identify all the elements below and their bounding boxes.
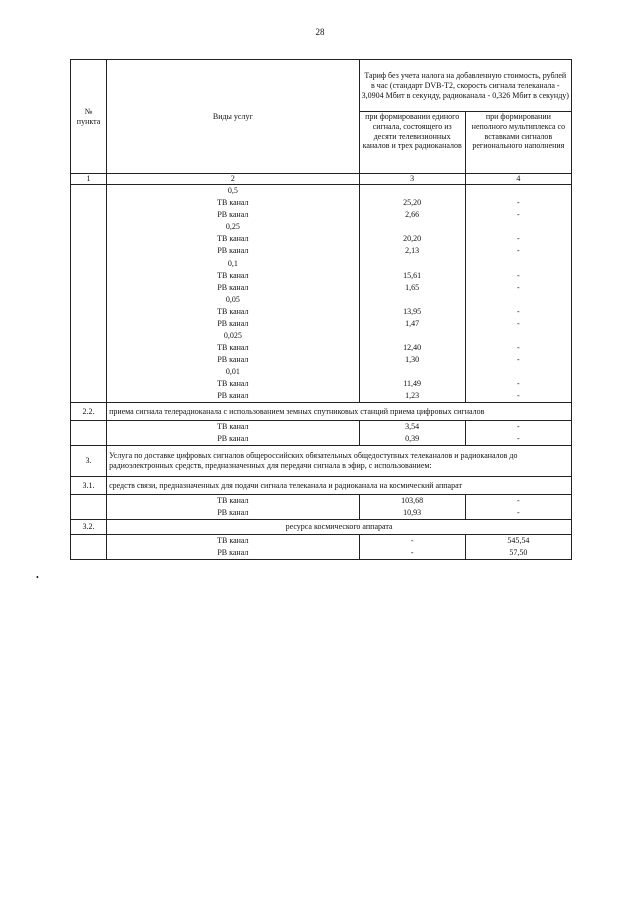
header-col3-single-signal: при формировании единого сигнала, состоящего из десяти телевизионных каналов и трех радиоканалов: [359, 112, 465, 174]
service-label-cell: 0,1: [107, 257, 360, 269]
value-col4-cell: -: [465, 209, 571, 221]
tariff-table: [70, 59, 572, 560]
table-row: [71, 221, 572, 233]
number-cell-empty: [71, 245, 107, 257]
table-row: [71, 257, 572, 269]
section-title: средств связи, предназначенных для подачи сигнала телеканала и радиоканала на космический аппарат: [107, 476, 572, 494]
service-label-cell: РВ канал: [107, 354, 360, 366]
value-col4-cell: -: [465, 281, 571, 293]
value-col4-cell: 57,50: [465, 547, 571, 560]
table-row: [71, 293, 572, 305]
table-row: [71, 378, 572, 390]
header-service-types: Виды услуг: [107, 60, 360, 174]
value-col4-cell: -: [465, 420, 571, 433]
number-cell-empty: [71, 318, 107, 330]
table-row: [71, 197, 572, 209]
service-label-cell: РВ канал: [107, 547, 360, 560]
table-row: [71, 305, 572, 317]
value-col3-cell: 25,20: [359, 197, 465, 209]
value-col3-cell: 15,61: [359, 269, 465, 281]
value-col4-cell: -: [465, 354, 571, 366]
value-col4-cell: -: [465, 245, 571, 257]
value-col3-cell: 1,30: [359, 354, 465, 366]
section-title: приема сигнала телерадиоканала с использованием земных спутниковых станций приема цифровых сигналов: [107, 402, 572, 420]
number-cell-empty: [71, 233, 107, 245]
value-col4-cell: -: [465, 433, 571, 446]
column-index-cell: 2: [107, 174, 360, 185]
value-col4-cell: [465, 185, 571, 198]
number-cell-empty: [71, 342, 107, 354]
table-row: [71, 342, 572, 354]
number-cell-empty: [71, 185, 107, 198]
service-label-cell: РВ канал: [107, 281, 360, 293]
header-item-number: № пункта: [71, 60, 107, 174]
value-col3-cell: 2,66: [359, 209, 465, 221]
number-cell-empty: [71, 269, 107, 281]
table-row: [71, 366, 572, 378]
table-row: [71, 494, 572, 507]
table-row: [71, 535, 572, 548]
section-row: [71, 445, 572, 476]
table-row: [71, 233, 572, 245]
service-label-cell: 0,25: [107, 221, 360, 233]
value-col3-cell: 10,93: [359, 507, 465, 520]
value-col3-cell: 103,68: [359, 494, 465, 507]
number-cell-empty: [71, 535, 107, 548]
service-label-cell: ТВ канал: [107, 197, 360, 209]
table-row: [71, 269, 572, 281]
value-col3-cell: 3,54: [359, 420, 465, 433]
value-col3-cell: 11,49: [359, 378, 465, 390]
service-label-cell: 0,5: [107, 185, 360, 198]
service-label-cell: ТВ канал: [107, 420, 360, 433]
header-col4-partial-multiplex: при формировании неполного мультиплекса со вставками сигналов регионального наполнения: [465, 112, 571, 174]
value-col4-cell: [465, 366, 571, 378]
value-col3-cell: -: [359, 535, 465, 548]
section-row: [71, 476, 572, 494]
number-cell-empty: [71, 494, 107, 507]
value-col3-cell: [359, 257, 465, 269]
number-cell-empty: [71, 420, 107, 433]
value-col4-cell: -: [465, 197, 571, 209]
column-index-cell: 4: [465, 174, 571, 185]
service-label-cell: ТВ канал: [107, 494, 360, 507]
service-label-cell: ТВ канал: [107, 305, 360, 317]
value-col3-cell: -: [359, 547, 465, 560]
value-col4-cell: -: [465, 390, 571, 403]
service-label-cell: ТВ канал: [107, 269, 360, 281]
number-cell-empty: [71, 366, 107, 378]
table-row: [71, 281, 572, 293]
service-label-cell: ТВ канал: [107, 535, 360, 548]
column-index-row: [71, 174, 572, 185]
value-col3-cell: 2,13: [359, 245, 465, 257]
number-cell-empty: [71, 257, 107, 269]
section-number: 3.1.: [71, 476, 107, 494]
value-col3-cell: [359, 330, 465, 342]
number-cell-empty: [71, 354, 107, 366]
service-label-cell: ТВ канал: [107, 342, 360, 354]
service-label-cell: РВ канал: [107, 318, 360, 330]
service-label-cell: РВ канал: [107, 507, 360, 520]
service-label-cell: РВ канал: [107, 390, 360, 403]
value-col3-cell: [359, 366, 465, 378]
table-row: [71, 330, 572, 342]
value-col4-cell: [465, 221, 571, 233]
number-cell-empty: [71, 293, 107, 305]
table-row: [71, 354, 572, 366]
value-col4-cell: -: [465, 342, 571, 354]
table-row: [71, 245, 572, 257]
margin-dot: •: [36, 573, 39, 582]
service-label-cell: ТВ канал: [107, 233, 360, 245]
number-cell-empty: [71, 209, 107, 221]
value-col4-cell: -: [465, 378, 571, 390]
service-label-cell: РВ канал: [107, 245, 360, 257]
column-index-cell: 1: [71, 174, 107, 185]
page-number: 28: [315, 27, 325, 37]
number-cell-empty: [71, 330, 107, 342]
value-col4-cell: -: [465, 494, 571, 507]
service-label-cell: 0,01: [107, 366, 360, 378]
number-cell-empty: [71, 547, 107, 560]
value-col3-cell: [359, 293, 465, 305]
number-cell-empty: [71, 305, 107, 317]
section-number: 2.2.: [71, 402, 107, 420]
number-cell-empty: [71, 507, 107, 520]
value-col3-cell: 12,40: [359, 342, 465, 354]
number-cell-empty: [71, 378, 107, 390]
section-title: Услуга по доставке цифровых сигналов общероссийских обязательных общедоступных телеканалов и радиоканалов до радиоэлектронных средств, предназначенных для передачи сигнала в эфир, с использованием:: [107, 445, 572, 476]
section-title: ресурса космического аппарата: [107, 520, 572, 535]
service-label-cell: РВ канал: [107, 433, 360, 446]
number-cell-empty: [71, 433, 107, 446]
value-col4-cell: -: [465, 269, 571, 281]
value-col3-cell: 1,65: [359, 281, 465, 293]
value-col4-cell: -: [465, 318, 571, 330]
number-cell-empty: [71, 390, 107, 403]
service-label-cell: ТВ канал: [107, 378, 360, 390]
table-row: [71, 507, 572, 520]
value-col4-cell: -: [465, 507, 571, 520]
section-number: 3.2.: [71, 520, 107, 535]
number-cell-empty: [71, 197, 107, 209]
value-col3-cell: 20,20: [359, 233, 465, 245]
table-row: [71, 433, 572, 446]
service-label-cell: 0,05: [107, 293, 360, 305]
value-col4-cell: -: [465, 305, 571, 317]
number-cell-empty: [71, 221, 107, 233]
value-col4-cell: [465, 257, 571, 269]
service-label-cell: 0,025: [107, 330, 360, 342]
value-col4-cell: [465, 330, 571, 342]
value-col4-cell: 545,54: [465, 535, 571, 548]
value-col3-cell: 1,23: [359, 390, 465, 403]
table-row: [71, 318, 572, 330]
value-col3-cell: 13,95: [359, 305, 465, 317]
section-row: [71, 520, 572, 535]
number-cell-empty: [71, 281, 107, 293]
service-label-cell: РВ канал: [107, 209, 360, 221]
value-col4-cell: [465, 293, 571, 305]
table-row: [71, 185, 572, 198]
value-col3-cell: [359, 185, 465, 198]
column-index-cell: 3: [359, 174, 465, 185]
table-row: [71, 209, 572, 221]
value-col4-cell: -: [465, 233, 571, 245]
section-row: [71, 402, 572, 420]
header-tariff: Тариф без учета налога на добавленную стоимость, рублей в час (стандарт DVB-T2, скорость сигнала телеканала - 3,0904 Мбит в секунду, радиоканала - 0,326 Мбит в секунду): [359, 60, 571, 112]
section-number: 3.: [71, 445, 107, 476]
table-row: [71, 390, 572, 403]
value-col3-cell: 1,47: [359, 318, 465, 330]
value-col3-cell: [359, 221, 465, 233]
table-row: [71, 420, 572, 433]
table-row: [71, 547, 572, 560]
value-col3-cell: 0,39: [359, 433, 465, 446]
